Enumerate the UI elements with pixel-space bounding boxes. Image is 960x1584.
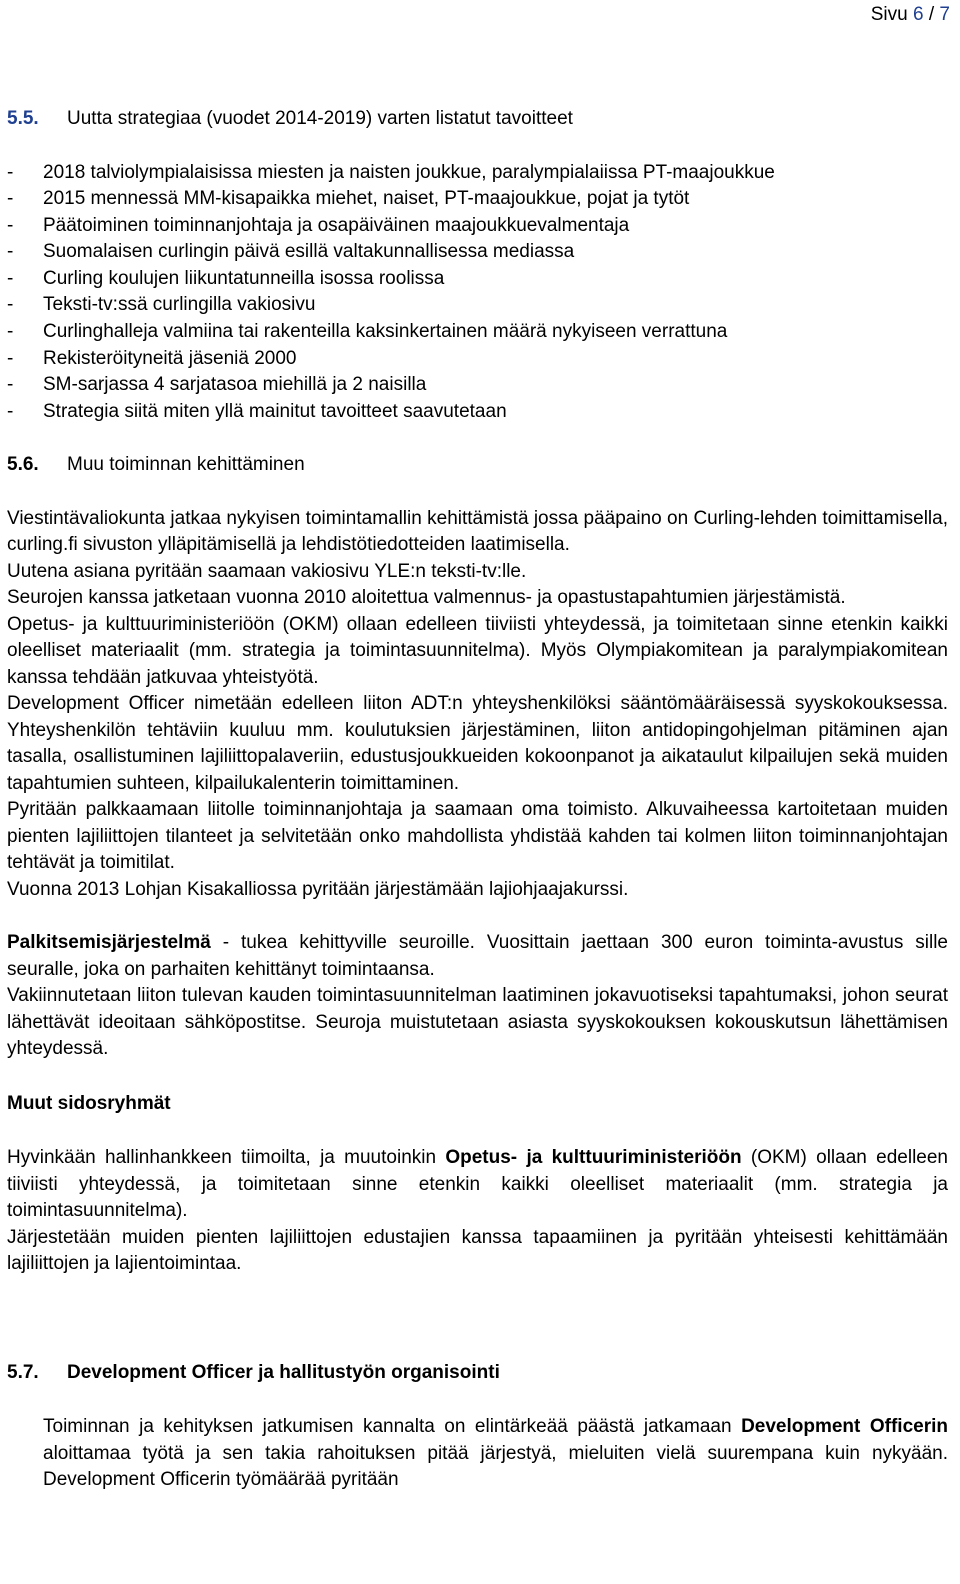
section-5-5-heading [7,106,948,133]
page-number [871,4,950,26]
list-item: - SM-sarjassa 4 sarjatasoa miehillä ja 2 naisilla [7,374,427,396]
section-number: 5.5. [7,108,39,129]
section-title: Uutta strategiaa (vuodet 2014-2019) varten listatut tavoitteet [67,108,573,129]
paragraph: Järjestetään muiden pienten lajiliittojen edustajien kanssa tapaamiinen ja pyritään yhteisesti kehittämään lajiliittojen ja lajientoimintaa. [7,1226,948,1275]
page-total: 7 [939,4,950,25]
paragraph: Toiminnan ja kehityksen jatkumisen kannalta on elintärkeää päästä jatkamaan Development Officerin aloittamaa työtä ja sen takia rahoituksen pitää järjestyä, mieluiten vielä suurempana kuin nykyään. Development Officerin työmäärää pyritään [43,1416,948,1491]
list-item: - 2015 mennessä MM-kisapaikka miehet, naiset, PT-maajoukkue, pojat ja tytöt [7,188,690,210]
stakeholders-paragraph: Hyvinkään hallinhankkeen tiimoilta, ja muutoinkin Opetus- ja kulttuuriministeriöön (OKM) ollaan edelleen tiiviisti yhteydessä, ja toimitetaan sinne etenkin kaikki oleelliset materiaalit (mm. strategia ja toimintasuunnitelma). [7,1147,948,1222]
paragraph: Development Officer nimetään edelleen liiton ADT:n yhteyshenkilöksi sääntömääräisessä syyskokouksessa. Yhteyshenkilön tehtäviin kuuluu mm. koulutuksien järjestäminen, liiton antidopingohjelman pitäminen ajan tasalla, osallistuminen lajiliittopalaveriin, edustusjoukkueiden kokoonpanot ja aikataulut kilpailujen sekä muiden tapahtumien suhteen, kilpailukalenterin toimittaminen. [7,693,948,794]
page-label: Sivu [870,4,908,25]
document-body [7,106,948,1494]
paragraph: Pyritään palkkaamaan liitolle toiminnanjohtaja ja saamaan oma toimisto. Alkuvaiheessa kartoitetaan muiden pienten lajiliittojen tilanteet ja selvitetään onko mahdollista yhdistää kahden tai kolmen liiton toiminnanjohtajan tehtävät ja toimitilat. [7,799,948,874]
paragraph: Uutena asiana pyritään saamaan vakiosivu YLE:n teksti-tv:lle. [7,560,527,582]
section-5-6-heading [7,452,948,479]
list-item: - Suomalaisen curlingin päivä esillä valtakunnallisessa mediassa [7,241,575,263]
list-item: - 2018 talviolympialaisissa miesten ja naisten joukkue, paralympialaiissa PT-maajoukkue [7,161,775,183]
reward-paragraph: Palkitsemisjärjestelmä - tukea kehittyville seuroille. Vuosittain jaettaan 300 euron toiminta-avustus sille seuralle, joka on parhaiten kehittänyt toimintaansa. [7,932,948,980]
paragraph: Seurojen kanssa jatketaan vuonna 2010 aloitettua valmennus- ja opastustapahtumien järjestämistä. [7,587,846,609]
section-number: 5.7. [7,1361,39,1383]
stakeholders-heading: Muut sidosryhmät [7,1092,171,1114]
list-item: - Rekisteröityneitä jäseniä 2000 [7,347,297,369]
page-separator: / [928,4,935,25]
paragraph: Viestintävaliokunta jatkaa nykyisen toimintamallin kehittämistä jossa pääpaino on Curling-lehden toimittamisella, curling.fi sivuston ylläpitämisellä ja lehdistötiedotteiden laatimisella. [7,507,948,556]
paragraph: Vakiinnutetaan liiton tulevan kauden toimintasuunnitelman laatiminen jokavuotiseksi tapahtumaksi, johon seurat lähettävät ideoitaan sähköpostitse. Seuroja muistutetaan asiasta syyskokouksen kokouskutsun lähettämisen yhteydessä. [7,985,948,1060]
section-title: Muu toiminnan kehittäminen [67,454,305,476]
paragraph: Vuonna 2013 Lohjan Kisakalliossa pyritään järjestämään lajiohjaajakurssi. [7,878,629,900]
list-item: - Curling koulujen liikuntatunneilla isossa roolissa [7,267,445,289]
list-item: - Teksti-tv:ssä curlingilla vakiosivu [7,294,316,316]
section-title: Development Officer ja hallitustyön organisointi [67,1361,500,1383]
goals-list [7,160,948,426]
list-item: - Strategia siitä miten yllä mainitut tavoitteet saavutetaan [7,400,507,422]
section-number: 5.6. [7,454,39,476]
list-item: - Päätoiminen toiminnanjohtaja ja osapäiväinen maajoukkuevalmentaja [7,214,630,236]
section-5-7-heading [7,1360,948,1387]
page-current: 6 [913,4,924,25]
paragraph: Opetus- ja kulttuuriministeriöön (OKM) ollaan edelleen tiiviisti yhteydessä, ja toimitetaan sinne etenkin kaikki oleelliset materiaalit (mm. strategia ja toimintasuunnitelma). Myös Olympiakomitean ja paralympiakomitean kanssa tehdään jatkuvaa yhteistyötä. [7,613,948,688]
list-item: - Curlinghalleja valmiina tai rakenteilla kaksinkertainen määrä nykyiseen verrattuna [7,321,728,343]
reward-heading: Palkitsemisjärjestelmä [7,932,211,954]
